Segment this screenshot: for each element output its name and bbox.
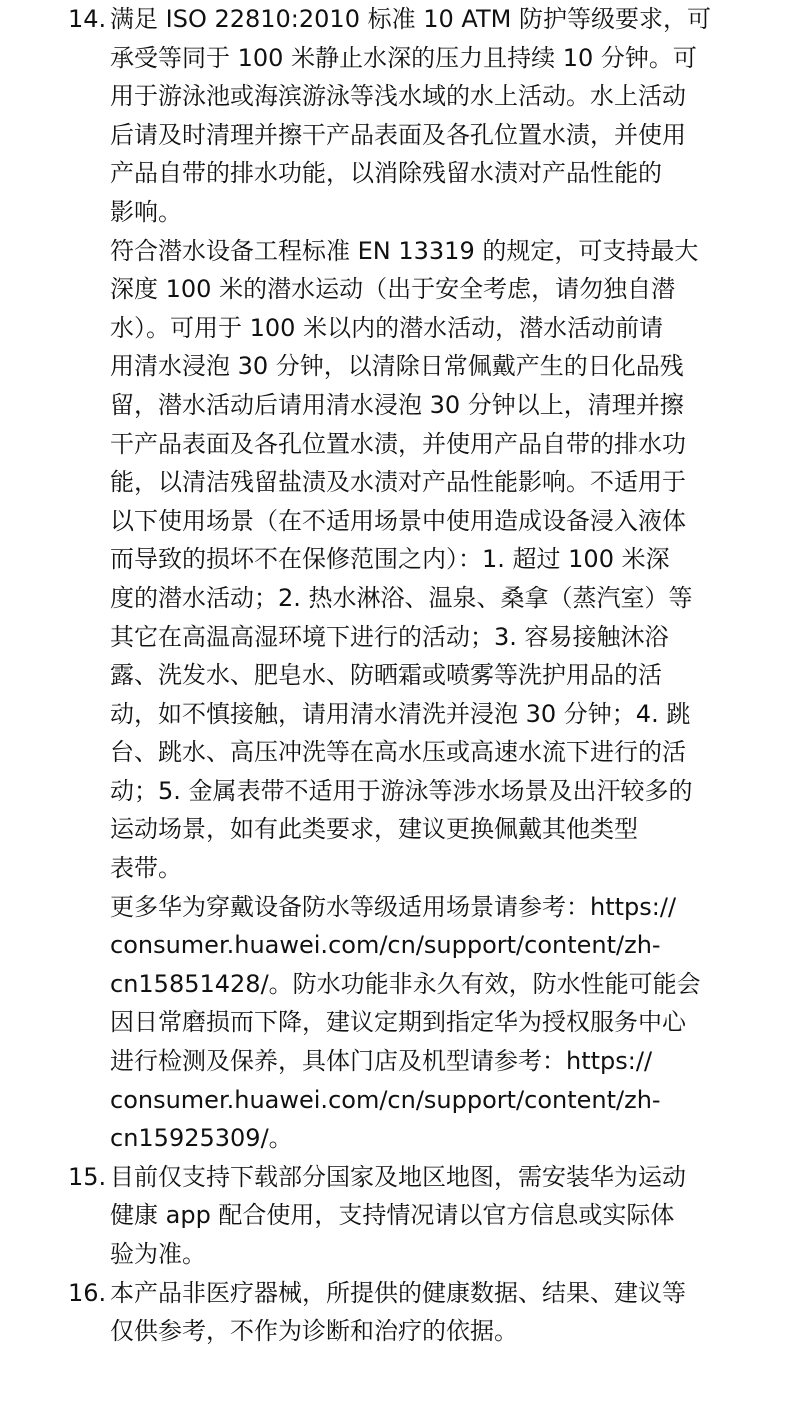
paragraph-maps-download	[0, 1158, 790, 1274]
text-line: 健康 app 配合使用，支持情况请以官方信息或实际体	[110, 1201, 675, 1230]
text-line: 干产品表面及各孔位置水渍，并使用产品自带的排水功	[110, 429, 686, 458]
paragraph-medical-disclaimer	[0, 1274, 790, 1351]
text-line: 后请及时清理并擦干产品表面及各孔位置水渍，并使用	[110, 120, 686, 149]
text-line: 其它在高温高湿环境下进行的活动；3. 容易接触沐浴	[110, 622, 669, 651]
text-line: 用于游泳池或海滨游泳等浅水域的水上活动。水上活动	[110, 82, 686, 111]
text-line: 承受等同于 100 米静止水深的压力且持续 10 分钟。可	[110, 43, 697, 72]
text-line: 水）。可用于 100 米以内的潜水活动，潜水活动前请	[110, 313, 664, 342]
text-line: 动，如不慎接触，请用清水清洗并浸泡 30 分钟；4. 跳	[110, 699, 691, 728]
text-line: 产品自带的排水功能，以消除残留水渍对产品性能的	[110, 159, 662, 188]
list-item-number: 15.	[68, 1162, 107, 1191]
text-line: 验为准。	[110, 1240, 206, 1268]
text-line: 满足 ISO 22810:2010 标准 10 ATM 防护等级要求，可	[110, 5, 711, 33]
text-line: 因日常磨损而下降，建议定期到指定华为授权服务中心	[110, 1008, 686, 1037]
text-line: 仅供参考，不作为诊断和治疗的依据。	[110, 1317, 518, 1346]
text-line: cn15851428/。防水功能非永久有效，防水性能可能会	[110, 969, 701, 998]
paragraph-waterproof-10atm	[0, 0, 790, 232]
list-item-15	[0, 1158, 790, 1274]
text-line: 度的潜水活动；2. 热水淋浴、温泉、桑拿（蒸汽室）等	[110, 583, 693, 612]
paragraph-more-info-links	[0, 888, 790, 1158]
url-text-line: consumer.huawei.com/cn/support/content/zh-	[110, 1085, 661, 1114]
text-line: 本产品非医疗器械，所提供的健康数据、结果、建议等	[110, 1278, 686, 1307]
text-line: 运动场景，如有此类要求，建议更换佩戴其他类型	[110, 815, 638, 844]
text-line: 而导致的损坏不在保修范围之内）：1. 超过 100 米深	[110, 545, 670, 574]
list-item-16	[0, 1274, 790, 1351]
text-line: 更多华为穿戴设备防水等级适用场景请参考：https://	[110, 892, 677, 921]
text-line: 露、洗发水、肥皂水、防晒霜或喷雾等洗护用品的活	[110, 661, 662, 690]
text-line: 能，以清洁残留盐渍及水渍对产品性能影响。不适用于	[110, 468, 686, 497]
list-item-number: 16.	[68, 1278, 107, 1307]
text-line: 目前仅支持下载部分国家及地区地图，需安装华为运动	[110, 1162, 686, 1191]
text-line: 用清水浸泡 30 分钟，以清除日常佩戴产生的日化品残	[110, 352, 684, 381]
text-line: 进行检测及保养，具体门店及机型请参考：https://	[110, 1047, 653, 1076]
url-text-line: consumer.huawei.com/cn/support/content/zh-	[110, 931, 661, 960]
text-line: 以下使用场景（在不适用场景中使用造成设备浸入液体	[110, 506, 686, 535]
list-item-number: 14.	[68, 5, 107, 33]
text-line: 动；5. 金属表带不适用于游泳等涉水场景及出汗较多的	[110, 776, 693, 805]
text-line: 深度 100 米的潜水运动（出于安全考虑，请勿独自潜	[110, 275, 676, 304]
text-line: 表带。	[110, 854, 182, 883]
text-line: 台、跳水、高压冲洗等在高水压或高速水流下进行的活	[110, 738, 686, 767]
text-line: cn15925309/。	[110, 1124, 293, 1153]
text-line: 影响。	[110, 197, 182, 226]
text-line: 留，潜水活动后请用清水浸泡 30 分钟以上，清理并擦	[110, 390, 684, 419]
paragraph-diving-en13319	[0, 232, 790, 888]
text-line: 符合潜水设备工程标准 EN 13319 的规定，可支持最大	[110, 236, 699, 265]
